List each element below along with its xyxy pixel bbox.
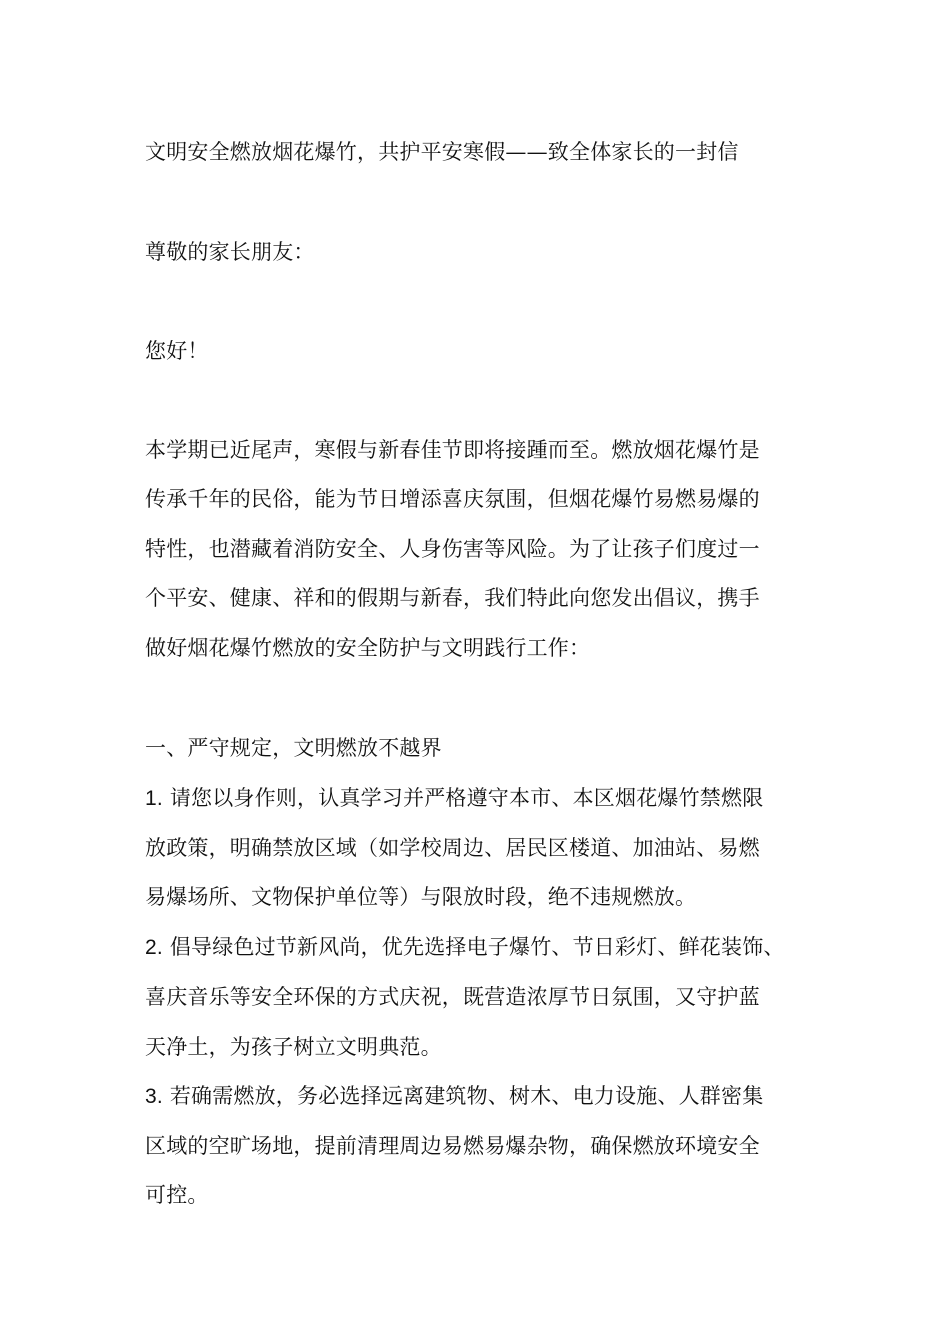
list-item-text: 请您以身作则，认真学习并严格遵守本市、本区烟花爆竹禁燃限 <box>169 786 764 810</box>
greeting: 您好！ <box>145 339 209 363</box>
list-item-number: 2. <box>145 936 163 959</box>
list-item-number: 1. <box>145 787 163 810</box>
list-item-line: 喜庆音乐等安全环保的方式庆祝，既营造浓厚节日氛围，又守护蓝 <box>145 985 760 1009</box>
list-item-line: 放政策，明确禁放区域（如学校周边、居民区楼道、加油站、易燃 <box>145 836 760 860</box>
list-item-line: 易爆场所、文物保护单位等）与限放时段，绝不违规燃放。 <box>145 885 697 909</box>
list-item-line <box>145 784 845 813</box>
section-heading: 一、严守规定，文明燃放不越界 <box>145 736 442 760</box>
list-item-line: 天净土，为孩子树立文明典范。 <box>145 1035 442 1059</box>
intro-line: 特性，也潜藏着消防安全、人身伤害等风险。为了让孩子们度过一 <box>145 537 760 561</box>
list-item-text: 倡导绿色过节新风尚，优先选择电子爆竹、节日彩灯、鲜花装饰、 <box>169 935 785 959</box>
list-item-text: 若确需燃放，务必选择远离建筑物、树木、电力设施、人群密集 <box>169 1084 764 1108</box>
intro-line: 传承千年的民俗，能为节日增添喜庆氛围，但烟花爆竹易燃易爆的 <box>145 487 760 511</box>
intro-line: 做好烟花爆竹燃放的安全防护与文明践行工作： <box>145 636 591 660</box>
list-item-line <box>145 933 845 962</box>
intro-line: 个平安、健康、祥和的假期与新春，我们特此向您发出倡议，携手 <box>145 586 760 610</box>
list-item-number: 3. <box>145 1085 163 1108</box>
list-item-line: 可控。 <box>145 1183 209 1207</box>
document-title: 文明安全燃放烟花爆竹，共护平安寒假——致全体家长的一封信 <box>145 140 739 164</box>
list-item-line: 区域的空旷场地，提前清理周边易燃易爆杂物，确保燃放环境安全 <box>145 1134 760 1158</box>
salutation: 尊敬的家长朋友： <box>145 240 315 264</box>
list-item-line <box>145 1082 845 1111</box>
intro-line: 本学期已近尾声，寒假与新春佳节即将接踵而至。燃放烟花爆竹是 <box>145 438 760 462</box>
